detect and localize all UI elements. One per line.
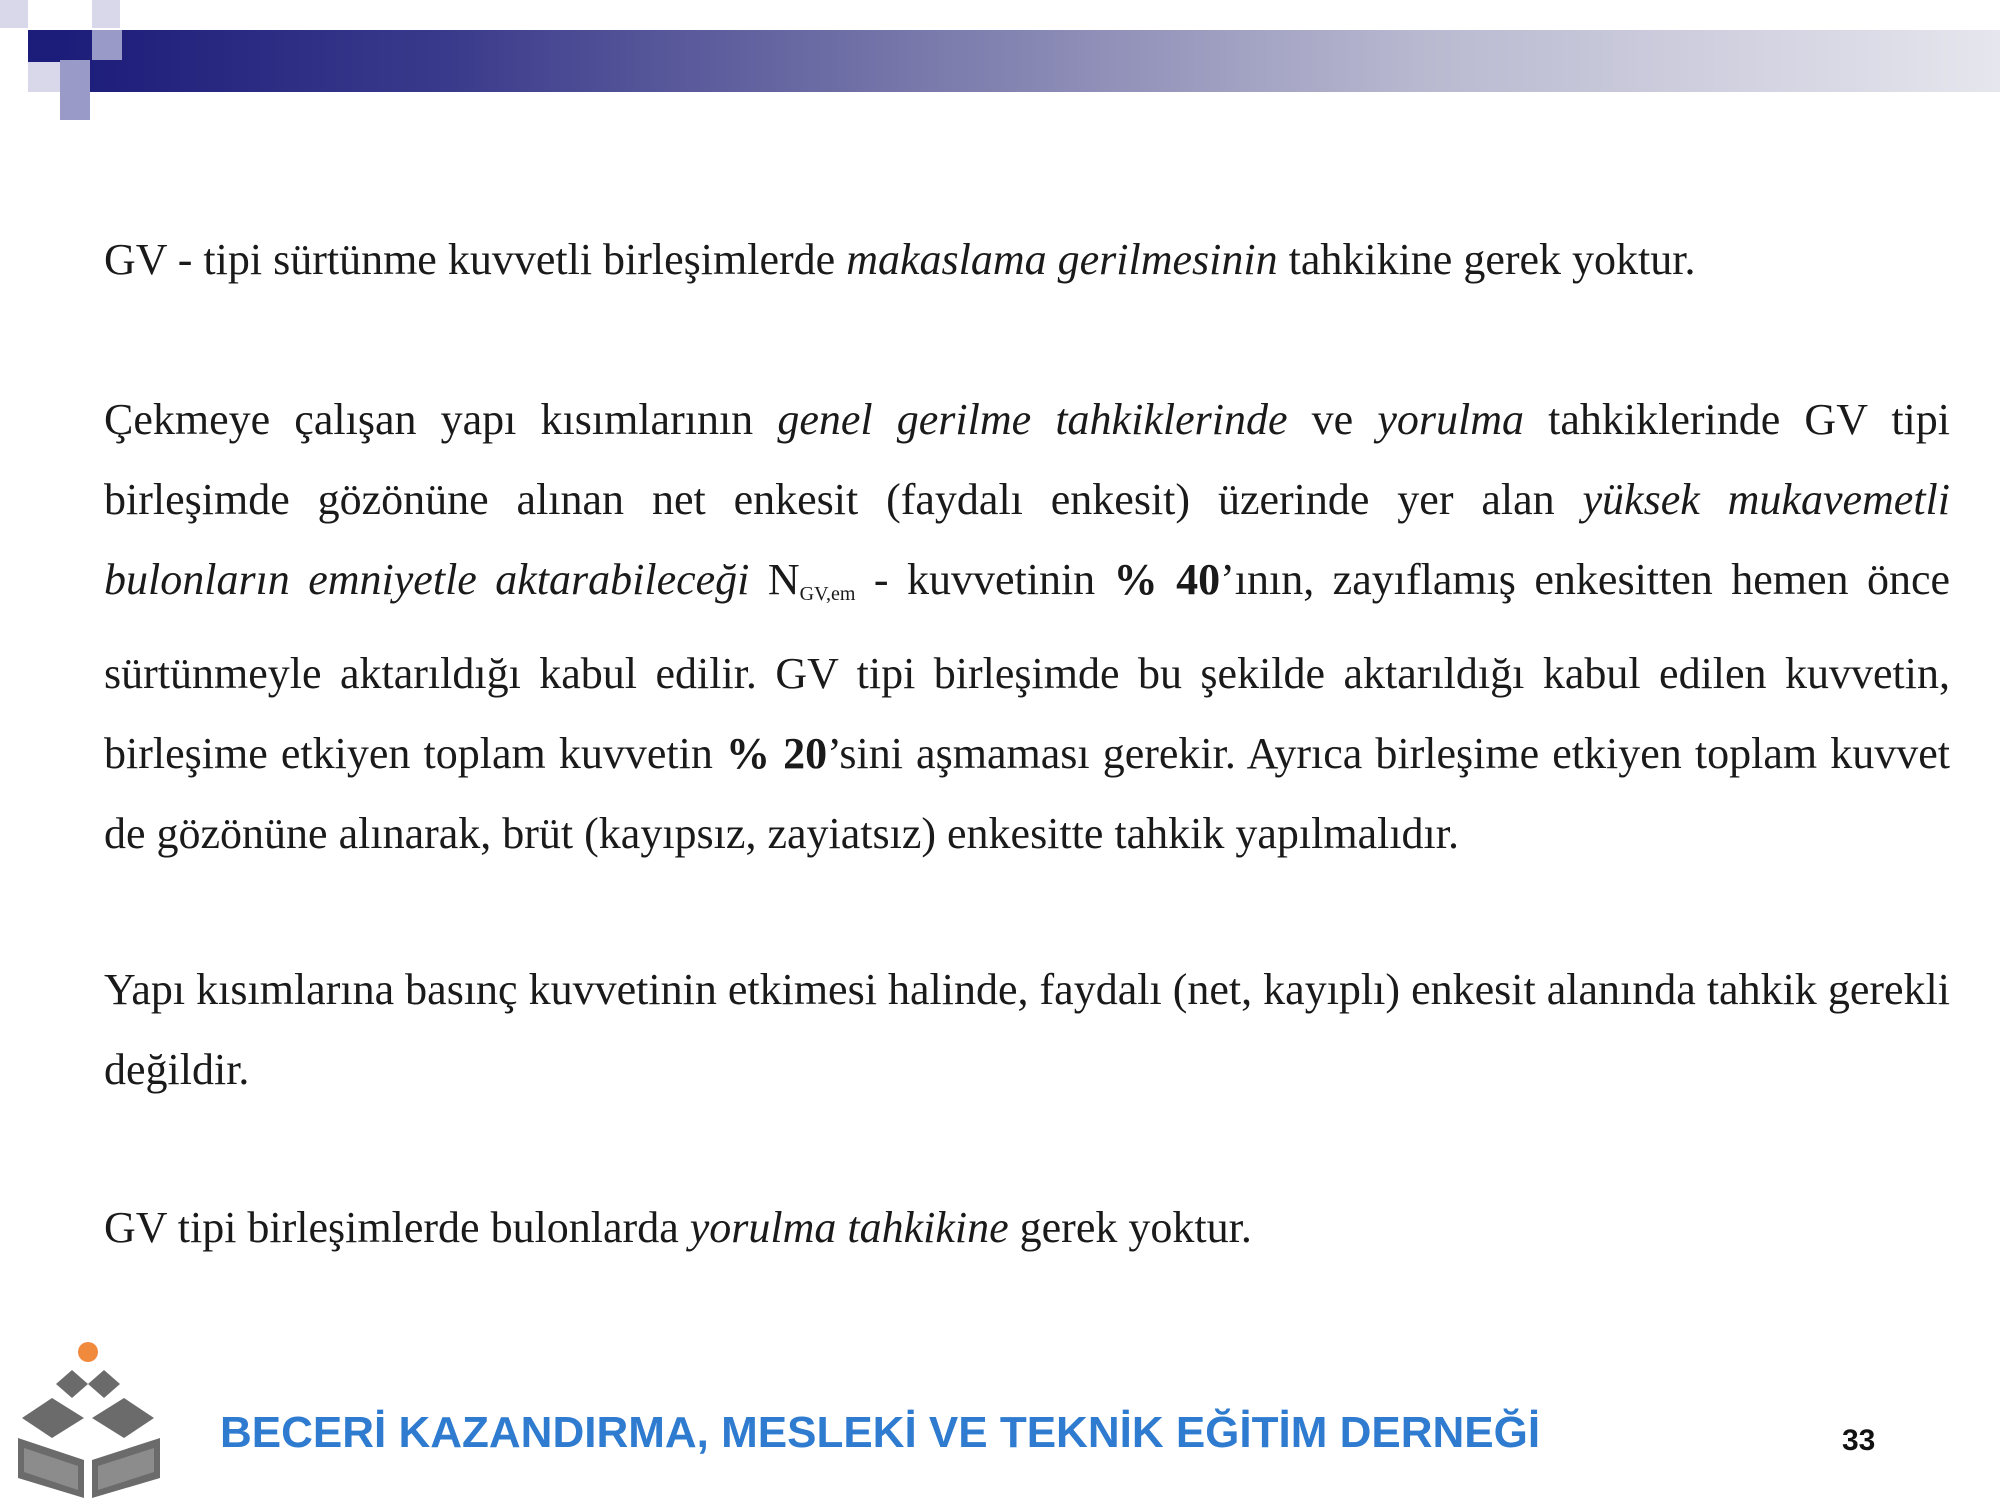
text-run: tahkikine gerek yoktur. <box>1277 235 1696 284</box>
text-run: ve <box>1287 395 1378 444</box>
bold-text-run: % 20 <box>725 729 828 778</box>
subscript-text: GV,em <box>799 583 856 605</box>
text-run: GV - tipi sürtünme kuvvetli birleşimlerde <box>104 235 847 284</box>
text-run: gerek yoktur. <box>1008 1203 1252 1252</box>
logo-leaf <box>22 1398 84 1438</box>
text-run: - kuvvetinin <box>855 555 1114 604</box>
text-run: Yapı kısımlarına basınç kuvvetinin etkimesi halinde, faydalı (net, kayıplı) enkesit alanında tahkik gerekli değildir. <box>104 965 1950 1094</box>
header-decoration-square <box>0 0 28 28</box>
header-decoration-square <box>60 60 90 120</box>
bold-text-run: % 40 <box>1113 555 1221 604</box>
logo-leaf <box>92 1398 154 1438</box>
paragraph-4 <box>104 1188 1950 1268</box>
paragraph-1 <box>104 220 1950 300</box>
logo-leaf <box>56 1370 88 1398</box>
logo-dot <box>78 1342 98 1362</box>
text-run: Çekmeye çalışan yapı kısımlarının <box>104 395 778 444</box>
page-number: 33 <box>1842 1424 1876 1457</box>
italic-text-run: yorulma tahkikine <box>689 1203 1009 1252</box>
organization-name: BECERİ KAZANDIRMA, MESLEKİ VE TEKNİK EĞİTİM DERNEĞİ <box>220 1408 1541 1457</box>
text-run: GV tipi birleşimlerde bulonlarda <box>104 1203 690 1252</box>
header-gradient-band <box>60 30 2000 92</box>
paragraph-2 <box>104 380 1950 874</box>
text-run: tahkiklerinde GV tipi birleşimde gözönüne alınan net enkesit (faydalı enkesit) üzerinde yer alan <box>104 395 1951 524</box>
book-sprout-logo-icon <box>12 1340 172 1500</box>
italic-text-run: yorulma <box>1377 395 1524 444</box>
header-decoration-square <box>28 62 60 92</box>
italic-text-run: genel gerilme tahkiklerinde <box>777 395 1288 444</box>
italic-text-run: makaslama gerilmesinin <box>846 235 1278 284</box>
header-decoration-square <box>28 30 60 62</box>
header-decoration-square <box>92 0 120 28</box>
slide-body <box>104 220 1950 1268</box>
logo-leaf <box>88 1370 120 1398</box>
paragraph-3 <box>104 950 1950 1110</box>
header-decoration-square <box>92 30 122 60</box>
text-run: ’sini aşmaması gerekir. Ayrıca birleşime etkiyen toplam kuvvet de gözönüne alınarak, brüt (kayıpsız, zayiatsız) enkesitte tahkik yapılmalıdır. <box>104 729 1951 858</box>
text-run: ’ının, zayıflamış enkesitten hemen önce sürtünmeyle aktarıldığı kabul edilir. GV tipi birleşimde bu şekilde aktarıldığı kabul edilen kuvvetin, birleşime etkiyen toplam kuvvetin <box>104 555 1951 778</box>
text-run: N <box>749 555 800 604</box>
italic-text-run: yüksek mukavemetli bulonların emniyetle aktarabileceği <box>104 475 1950 604</box>
